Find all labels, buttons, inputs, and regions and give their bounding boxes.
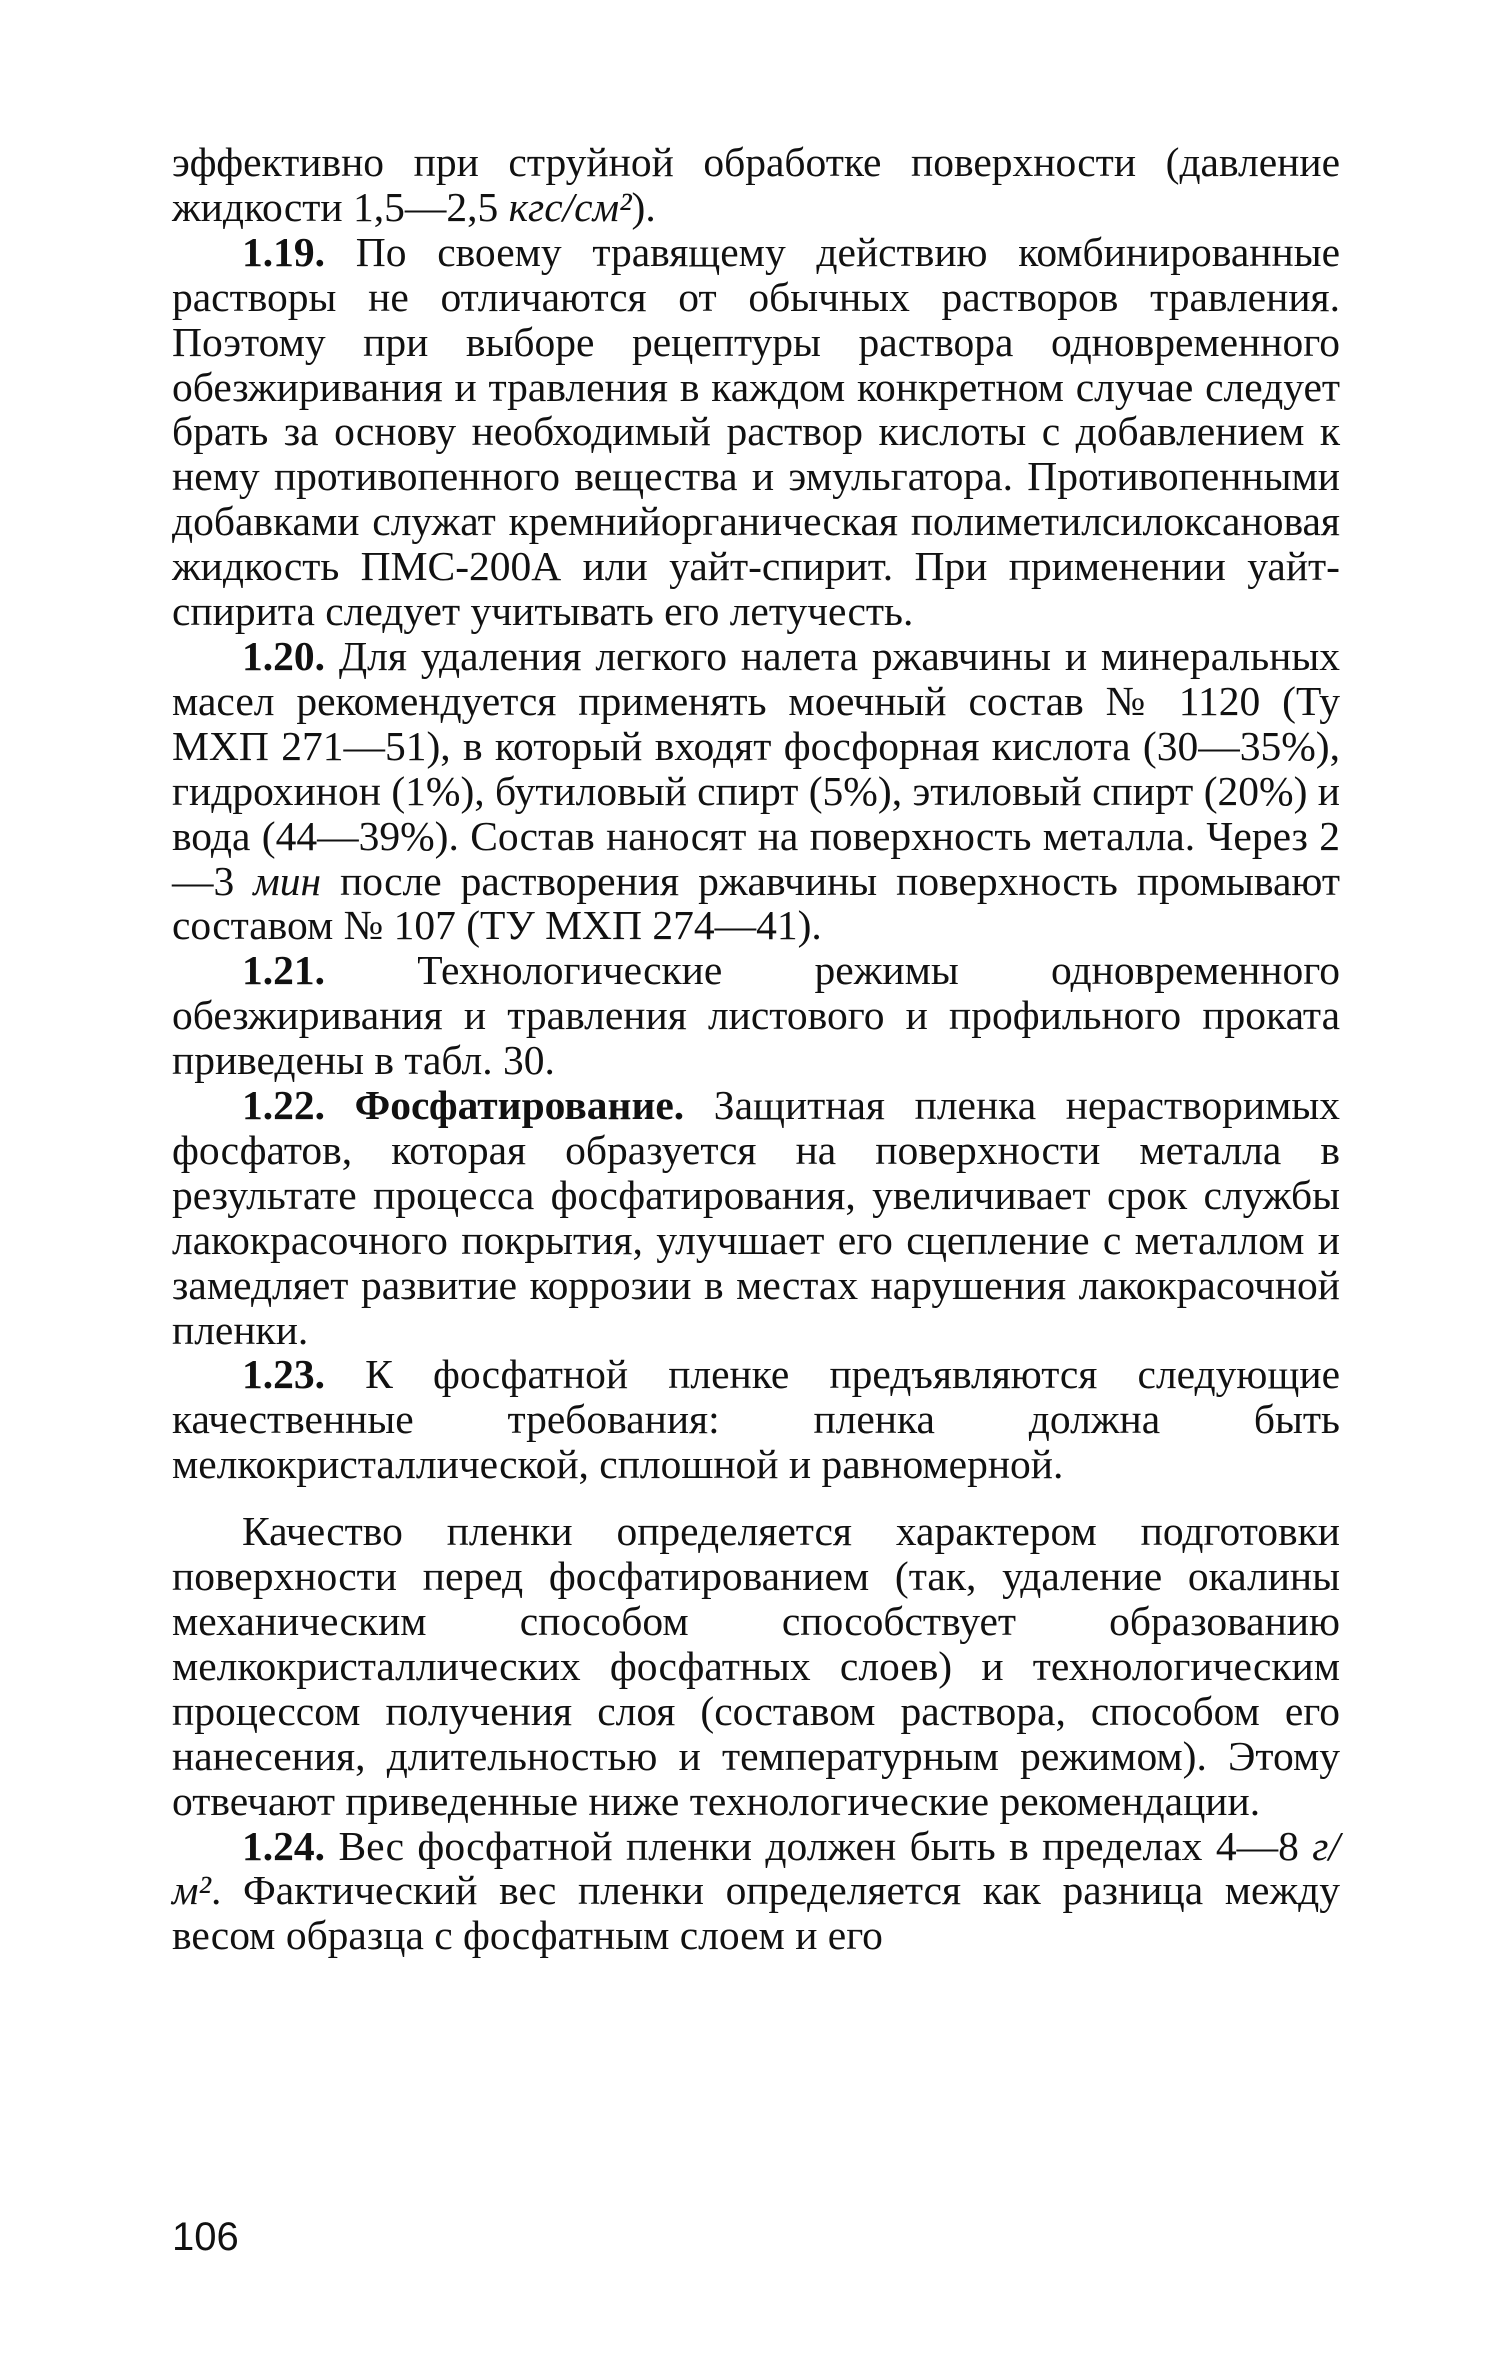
paragraph-1-22: 1.22. Фосфатирование. Защитная пленка нерастворимых фосфатов, которая образуется на поверхности металла в результате процесса фосфатирования, увеличивает срок службы лакокрасочного покрытия, улучшает его сцепление с металлом и замедляет развитие коррозии в местах нарушения лакокрасочной пленки. bbox=[172, 1082, 1341, 1353]
paragraph-1-20: 1.20. Для удаления легкого налета ржавчины и минеральных масел рекомендуется применять моечный состав № 1120 (Ту МХП 271—51), в который входят фосфорная кислота (30—35%), гидрохинон (1%), бутиловый спирт (5%), этиловый спирт (20%) и вода (44—39%). Состав наносят на поверхность металла. Через 2—3 мин после растворения ржавчины поверхность промывают составом № 107 (ТУ МХП 274—41). bbox=[172, 632, 1340, 949]
section-number: 1.21. bbox=[242, 947, 325, 994]
page-number: 106 bbox=[172, 2215, 239, 2259]
section-number: 1.19. bbox=[242, 228, 325, 275]
section-number: 1.23. bbox=[242, 1351, 325, 1398]
paragraph-1-21: 1.21. Технологические режимы одновременного обезжиривания и травления листового и профильного проката приведены в табл. 30. bbox=[172, 947, 1340, 1084]
section-number: 1.22. bbox=[242, 1082, 325, 1129]
section-number: 1.20. bbox=[242, 632, 325, 679]
section-heading: Фосфатирование. bbox=[325, 1082, 685, 1129]
page-body bbox=[172, 140, 1340, 1958]
paragraph-quality: Качество пленки определяется характером подготовки поверхности перед фосфатированием (так, удаление окалины механическим способом способствует образованию мелкокристаллических фосфатных слоев) и технологическим процессом получения слоя (составом раствора, способом его нанесения, длительностью и температурным режимом). Этому отвечают приведенные ниже технологические рекомендации. bbox=[172, 1508, 1340, 1824]
paragraph-1-23: 1.23. К фосфатной пленке предъявляются следующие качественные требования: пленка должна быть мелкокристаллической, сплошной и равномерной. bbox=[172, 1351, 1340, 1488]
section-number: 1.24. bbox=[242, 1822, 325, 1869]
paragraph-1-19: 1.19. По своему травящему действию комбинированные растворы не отличаются от обычных растворов травления. Поэтому при выборе рецептуры раствора одновременного обезжиривания и травления в каждом конкретном случае следует брать за основу необходимый раствор кислоты с добавлением к нему противопенного вещества и эмульгатора. Противопенными добавками служат кремнийорганическая полиметилсилоксановая жидкость ПМС-200А или уайт-спирит. При применении уайт-спирита следует учитывать его летучесть. bbox=[172, 228, 1340, 635]
paragraph-1-24: 1.24. Вес фосфатной пленки должен быть в пределах 4—8 г/м². Фактический вес пленки определяется как разница между весом образца с фосфатным слоем и его bbox=[172, 1822, 1340, 1959]
paragraph-continuation: эффективно при струйной обработке поверхности (давление жидкости 1,5—2,5 кгс/см²). bbox=[172, 139, 1340, 230]
